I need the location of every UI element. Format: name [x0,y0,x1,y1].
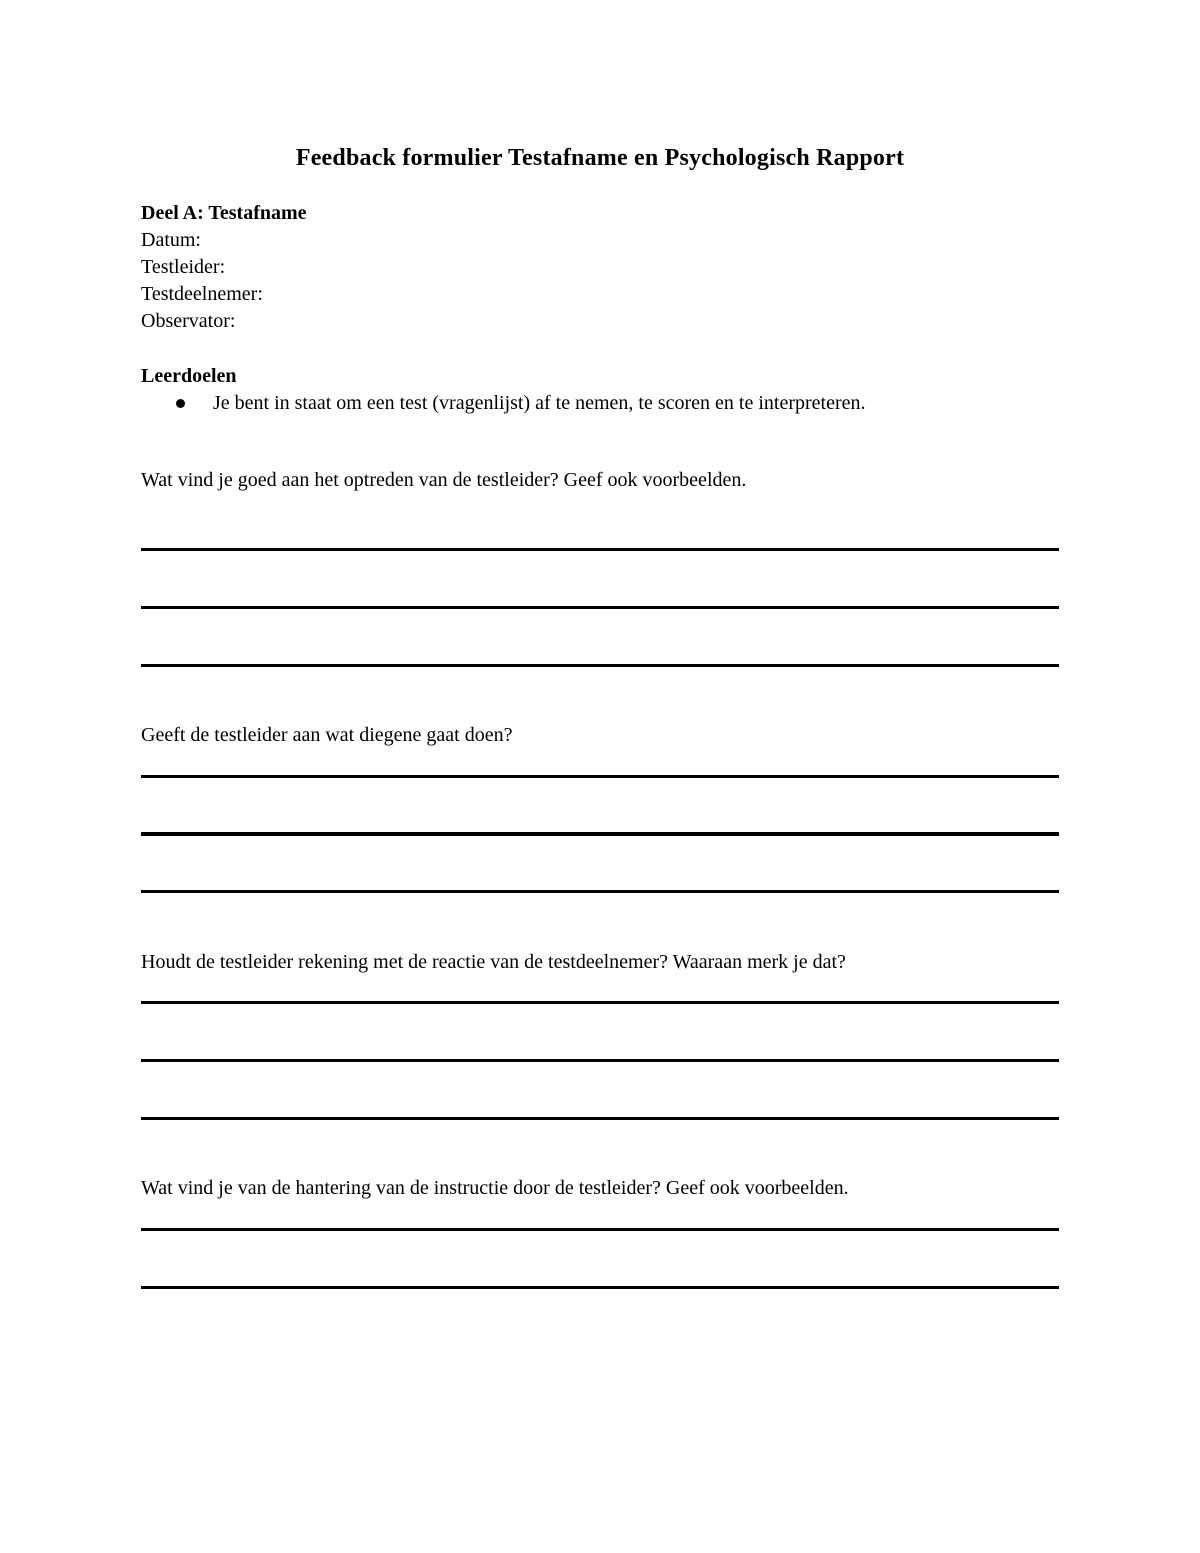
field-testleider: Testleider: [141,256,226,278]
leerdoel-text: Je bent in staat om een test (vragenlijst) af te nemen, te scoren en te interpreteren. [213,392,866,414]
question-3: Houdt de testleider rekening met de reactie van de testdeelnemer? Waaraan merk je dat? [141,951,846,973]
bullet-icon [176,399,185,408]
answer-line-q2-1[interactable] [141,775,1059,778]
answer-line-q3-3[interactable] [141,1117,1059,1120]
question-1: Wat vind je goed aan het optreden van de testleider? Geef ook voorbeelden. [141,469,747,491]
answer-line-q1-2[interactable] [141,606,1059,609]
field-testdeelnemer: Testdeelnemer: [141,283,263,305]
answer-line-q2-3[interactable] [141,890,1059,893]
answer-line-q3-1[interactable] [141,1001,1059,1004]
answer-line-q1-3[interactable] [141,664,1059,667]
answer-line-q3-2[interactable] [141,1059,1059,1062]
question-2: Geeft de testleider aan wat diegene gaat doen? [141,724,513,746]
answer-line-q4-2[interactable] [141,1286,1059,1289]
field-datum: Datum: [141,229,201,251]
document-title: Feedback formulier Testafname en Psychologisch Rapport [295,145,905,171]
section-heading-deel-a: Deel A: Testafname [141,202,307,224]
leerdoel-list-item [141,390,866,417]
section-heading-leerdoelen: Leerdoelen [141,365,237,387]
answer-line-q2-2[interactable] [141,832,1059,836]
field-observator: Observator: [141,310,236,332]
answer-line-q4-1[interactable] [141,1228,1059,1231]
answer-line-q1-1[interactable] [141,548,1059,551]
question-4: Wat vind je van de hantering van de instructie door de testleider? Geef ook voorbeelden. [141,1177,849,1199]
